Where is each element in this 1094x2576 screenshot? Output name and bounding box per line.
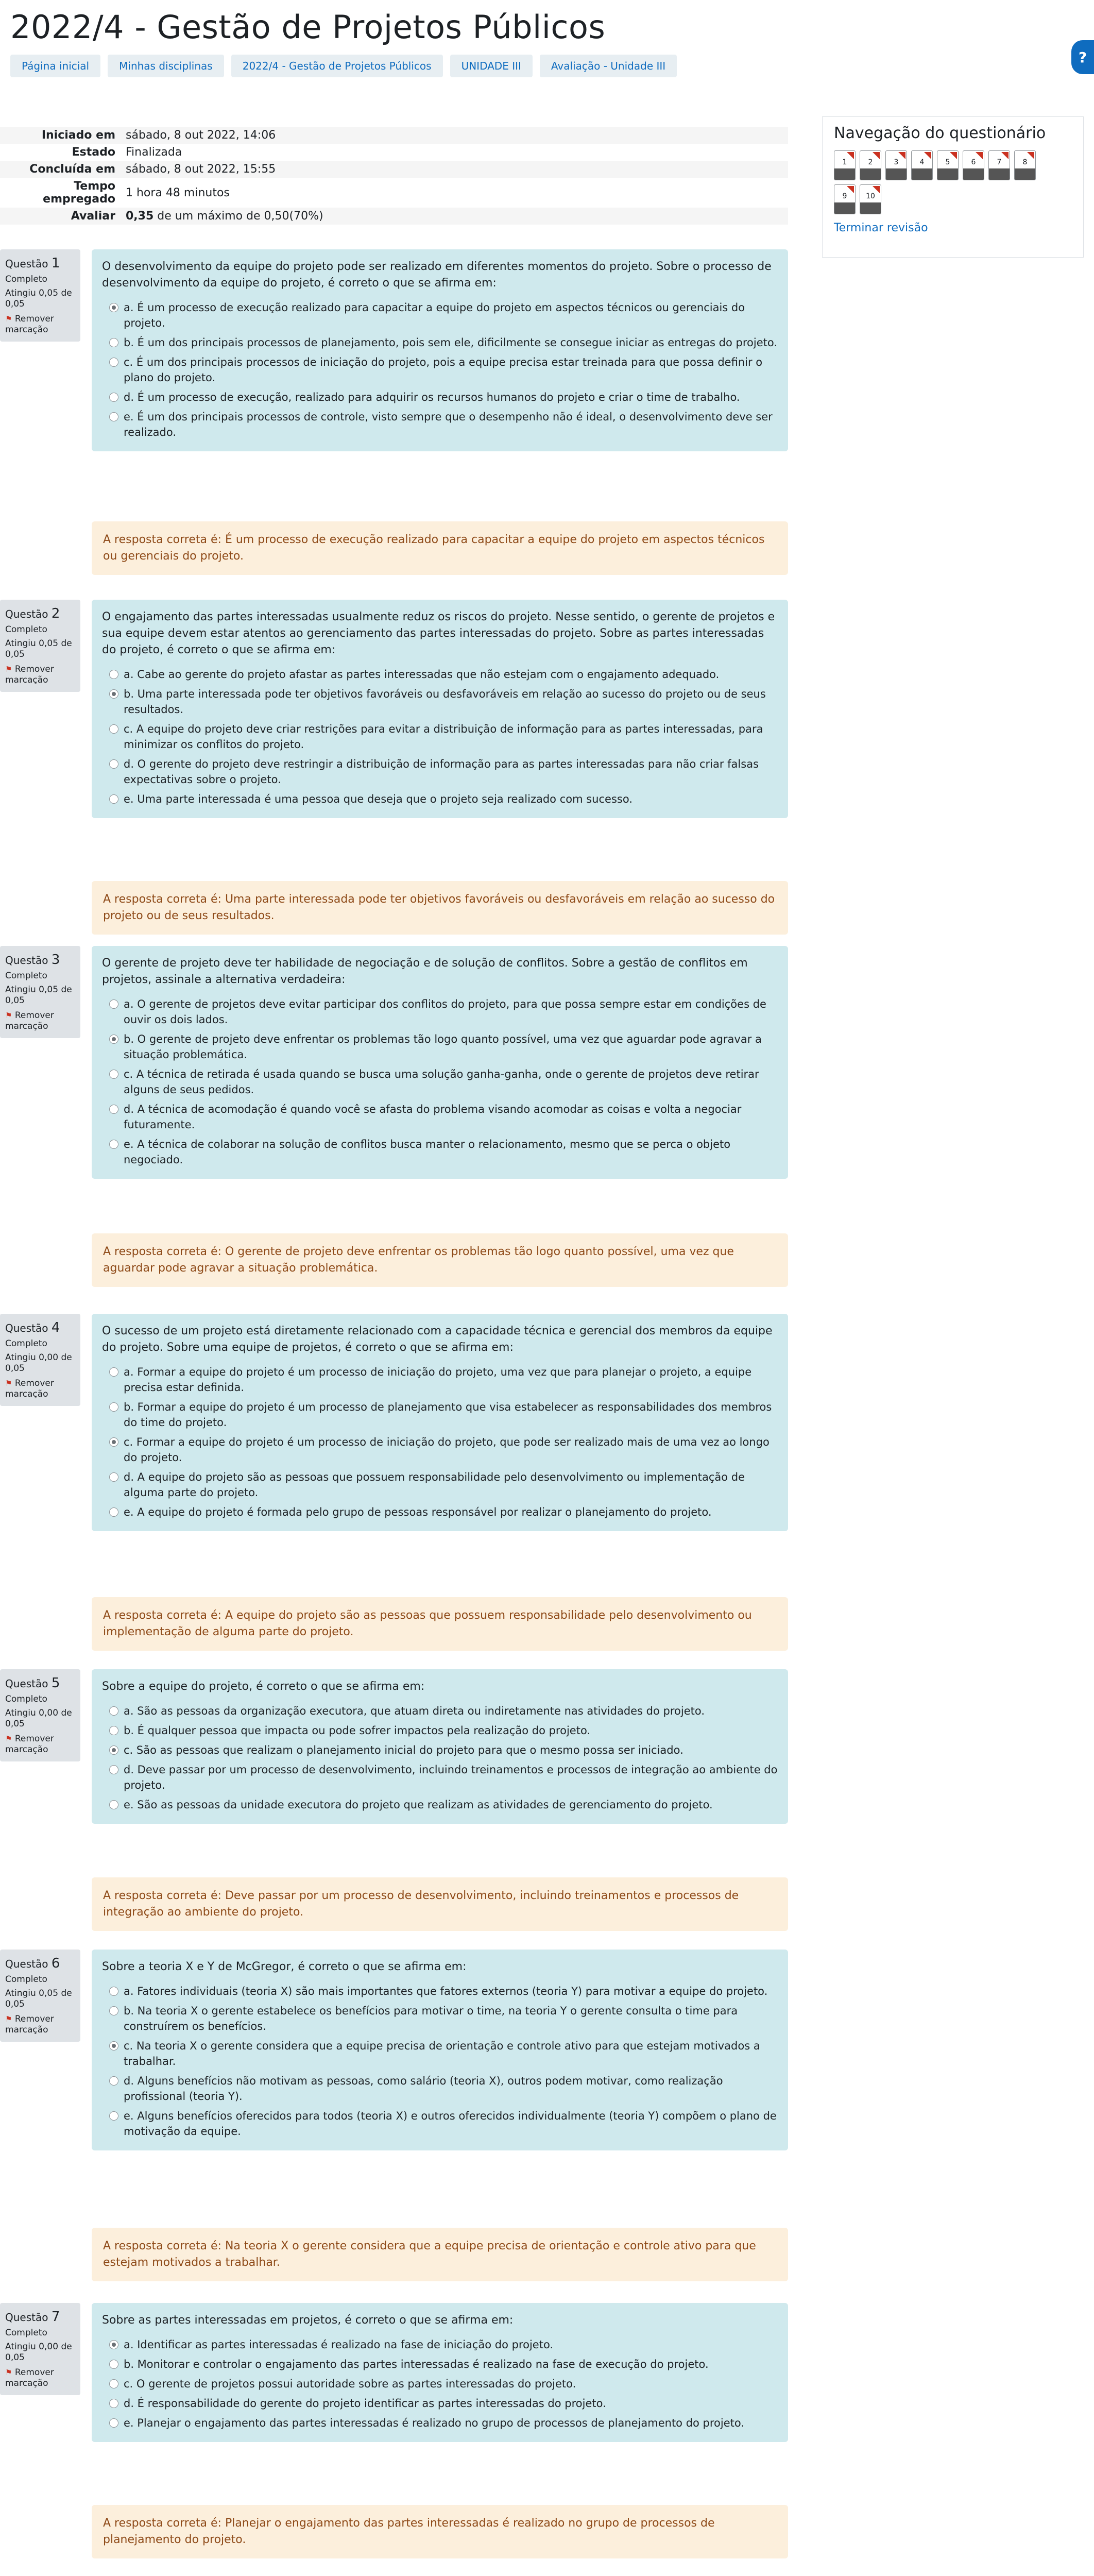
radio-icon[interactable] xyxy=(109,338,118,347)
nav-button-number: 8 xyxy=(1022,158,1028,166)
radio-icon[interactable] xyxy=(109,1402,118,1412)
radio-icon[interactable] xyxy=(109,1070,118,1079)
nav-button-state xyxy=(860,168,881,180)
question-number: Questão 3 xyxy=(5,952,60,968)
nav-button-state xyxy=(937,168,958,180)
question-grade: Atingiu 0,05 de 0,05 xyxy=(5,985,72,1006)
nav-button-number: 7 xyxy=(997,158,1002,166)
radio-icon[interactable] xyxy=(109,2379,118,2388)
question-grade: Atingiu 0,05 de 0,05 xyxy=(5,638,72,659)
question-body xyxy=(92,600,788,818)
flag-icon: ⚑ xyxy=(5,665,12,674)
question-body xyxy=(92,1669,788,1824)
breadcrumb-my-courses[interactable]: Minhas disciplinas xyxy=(108,55,224,77)
correct-answer-feedback: A resposta correta é: Uma parte interessada pode ter objetivos favoráveis ou desfavoráveis em relação ao sucesso do projeto ou de seus resultados. xyxy=(92,881,788,935)
answer-option-label: b. Monitorar e controlar o engajamento das partes interessadas é realizado na fase de execução do projeto. xyxy=(124,2358,709,2370)
question-text: Sobre a equipe do projeto, é correto o que se afirma em: xyxy=(102,1680,425,1693)
nav-button-question-4[interactable] xyxy=(911,150,933,180)
remove-flag-button[interactable]: ⚑ Remover marcação xyxy=(5,2367,54,2388)
question-number: Questão 5 xyxy=(5,1675,60,1691)
answer-option-label: d. A técnica de acomodação é quando você se afasta do problema visando acomodar as coisas e volta a negociar futuramente. xyxy=(124,1103,742,1131)
nav-button-state xyxy=(860,202,881,214)
nav-button-number: 10 xyxy=(866,192,875,200)
grade-value xyxy=(121,208,788,225)
nav-button-question-7[interactable] xyxy=(988,150,1010,180)
radio-icon[interactable] xyxy=(109,412,118,421)
answer-option-label: e. A técnica de colaborar na solução de conflitos busca manter o relacionamento, mesmo que se perca o objeto negociado. xyxy=(124,1138,731,1166)
answer-option-label: b. O gerente de projeto deve enfrentar os problemas tão logo quanto possível, uma vez que aguardar pode agravar a situação problemática. xyxy=(124,1033,762,1061)
flag-icon: ⚑ xyxy=(5,314,12,324)
breadcrumb-quiz[interactable]: Avaliação - Unidade III xyxy=(540,55,677,77)
answer-option[interactable] xyxy=(102,719,778,754)
answer-option[interactable] xyxy=(102,2001,778,2036)
question-state: Completo xyxy=(5,624,47,635)
answer-option-label: c. Na teoria X o gerente considera que a equipe precisa de orientação e controle ativo para que estejam motivados a trabalhar. xyxy=(124,2040,760,2067)
flag-icon xyxy=(950,152,957,159)
answer-option-label: b. Na teoria X o gerente estabelece os benefícios para motivar o time, na teoria Y o gerente consulta o time para construírem os benefícios. xyxy=(124,2005,738,2032)
radio-icon[interactable] xyxy=(109,1472,118,1482)
nav-button-state xyxy=(834,202,855,214)
remove-flag-button[interactable]: ⚑ Remover marcação xyxy=(5,2014,54,2035)
answer-option-label: d. A equipe do projeto são as pessoas que possuem responsabilidade pelo desenvolvimento ou implementação de alguma parte do projeto. xyxy=(124,1471,745,1499)
flag-icon xyxy=(873,152,880,159)
answer-option[interactable] xyxy=(102,2106,778,2141)
flag-icon xyxy=(976,152,983,159)
answer-option-label: d. O gerente do projeto deve restringir a distribuição de informação para as partes interessadas para não criar falsas expectativas sobre o projeto. xyxy=(124,758,759,786)
answer-option-label: a. É um processo de execução realizado para capacitar a equipe do projeto em aspectos técnicos ou gerenciais do projeto. xyxy=(124,301,745,329)
radio-icon[interactable] xyxy=(109,1507,118,1517)
radio-icon[interactable] xyxy=(109,999,118,1009)
finish-review-link[interactable]: Terminar revisão xyxy=(834,222,928,234)
answer-option-label: d. É responsabilidade do gerente do projeto identificar as partes interessadas do projeto. xyxy=(124,2397,606,2410)
completed-label: Concluída em xyxy=(0,161,121,178)
remove-flag-button[interactable]: ⚑ Remover marcação xyxy=(5,1010,54,1031)
answer-option[interactable] xyxy=(102,684,778,719)
question-text: O engajamento das partes interessadas usualmente reduz os riscos do projeto. Nesse sentido, o gerente de projetos e sua equipe devem estar atentos ao gerenciamento das partes interessadas do projeto. Sobre as partes interessadas do projeto, é correto o que se afirma em: xyxy=(102,611,775,656)
question-info xyxy=(0,249,80,342)
answer-option[interactable] xyxy=(102,333,778,352)
remove-flag-button[interactable]: ⚑ Remover marcação xyxy=(5,314,54,335)
radio-selected-icon[interactable] xyxy=(109,1745,118,1755)
radio-icon[interactable] xyxy=(109,1726,118,1735)
question-text: O gerente de projeto deve ter habilidade de negociação e de solução de conflitos. Sobre a gestão de conflitos em projetos, assinale a alternativa verdadeira: xyxy=(102,957,748,986)
answer-option[interactable] xyxy=(102,407,778,442)
question-body xyxy=(92,1314,788,1531)
question-info xyxy=(0,1314,80,1406)
radio-icon[interactable] xyxy=(109,1987,118,1996)
radio-selected-icon[interactable] xyxy=(109,689,118,699)
nav-button-state xyxy=(1015,168,1035,180)
nav-button-state xyxy=(963,168,984,180)
question-grade: Atingiu 0,00 de 0,05 xyxy=(5,1708,72,1729)
answer-option-label: c. O gerente de projetos possui autoridade sobre as partes interessadas do projeto. xyxy=(124,2378,576,2390)
state-value: Finalizada xyxy=(121,144,788,161)
breadcrumb-home[interactable]: Página inicial xyxy=(10,55,100,77)
answer-option[interactable] xyxy=(102,1795,778,1815)
radio-selected-icon[interactable] xyxy=(109,303,118,312)
radio-icon[interactable] xyxy=(109,2418,118,2428)
answer-option-label: c. São as pessoas que realizam o planejamento inicial do projeto para que o mesmo possa ser iniciado. xyxy=(124,1744,683,1756)
radio-icon[interactable] xyxy=(109,670,118,679)
answer-option[interactable] xyxy=(102,387,778,407)
nav-button-question-8[interactable] xyxy=(1014,150,1036,180)
answer-option[interactable] xyxy=(102,1362,778,1397)
nav-button-state xyxy=(989,168,1010,180)
answer-option-label: a. Fatores individuais (teoria X) são mais importantes que fatores externos (teoria Y) para motivar a equipe do projeto. xyxy=(124,1985,768,1997)
answer-option-label: b. Uma parte interessada pode ter objetivos favoráveis ou desfavoráveis em relação ao sucesso do projeto ou de seus resultados. xyxy=(124,688,766,716)
question-text: Sobre a teoria X e Y de McGregor, é correto o que se afirma em: xyxy=(102,1960,467,1973)
state-label: Estado xyxy=(0,144,121,161)
question-number: Questão 1 xyxy=(5,256,60,271)
flag-icon: ⚑ xyxy=(5,2368,12,2377)
answer-option-label: e. A equipe do projeto é formada pelo grupo de pessoas responsável por realizar o planejamento do projeto. xyxy=(124,1506,712,1518)
nav-button-number: 3 xyxy=(894,158,899,166)
question-grade: Atingiu 0,05 de 0,05 xyxy=(5,1988,72,2009)
nav-button-question-5[interactable] xyxy=(937,150,959,180)
nav-button-question-9[interactable] xyxy=(834,184,856,214)
nav-button-state xyxy=(886,168,907,180)
flag-icon: ⚑ xyxy=(5,1011,12,1020)
answer-option[interactable] xyxy=(102,1029,778,1064)
time-taken-value: 1 hora 48 minutos xyxy=(121,178,788,208)
question-body xyxy=(92,2303,788,2442)
quiz-navigation xyxy=(822,116,1084,258)
flag-icon xyxy=(873,186,880,193)
answer-option[interactable] xyxy=(102,665,778,684)
started-label: Iniciado em xyxy=(0,127,121,144)
question-number: Questão 2 xyxy=(5,606,60,621)
answer-option-label: c. A equipe do projeto deve criar restrições para evitar a distribuição de informação para as partes interessadas, para minimizar os conflitos do projeto. xyxy=(124,723,763,751)
question-body xyxy=(92,249,788,451)
answer-option[interactable] xyxy=(102,754,778,789)
correct-answer-feedback: A resposta correta é: A equipe do projeto são as pessoas que possuem responsabilidade pelo desenvolvimento ou implementação de alguma parte do projeto. xyxy=(92,1597,788,1651)
radio-icon[interactable] xyxy=(109,2006,118,2015)
answer-option-label: e. São as pessoas da unidade executora do projeto que realizam as atividades de gerenciamento do projeto. xyxy=(124,1799,713,1811)
flag-icon xyxy=(898,152,905,159)
grade-max: de um máximo de 0,50(70%) xyxy=(153,210,323,223)
breadcrumb xyxy=(10,55,677,77)
question-info xyxy=(0,1669,80,1761)
question-state: Completo xyxy=(5,274,47,284)
answer-option[interactable] xyxy=(102,298,778,333)
radio-icon[interactable] xyxy=(109,1800,118,1809)
attempt-summary xyxy=(0,127,788,225)
nav-button-number: 1 xyxy=(842,158,847,166)
flag-icon xyxy=(1027,152,1034,159)
correct-answer-feedback: A resposta correta é: É um processo de execução realizado para capacitar a equipe do projeto em aspectos técnicos ou gerenciais do projeto. xyxy=(92,521,788,575)
radio-icon[interactable] xyxy=(109,759,118,769)
remove-flag-button[interactable]: ⚑ Remover marcação xyxy=(5,1378,54,1399)
radio-icon[interactable] xyxy=(109,1765,118,1774)
question-number: Questão 7 xyxy=(5,2309,60,2325)
radio-icon[interactable] xyxy=(109,724,118,734)
question-grade: Atingiu 0,05 de 0,05 xyxy=(5,288,72,309)
radio-icon[interactable] xyxy=(109,2360,118,2369)
radio-icon[interactable] xyxy=(109,1105,118,1114)
question-state: Completo xyxy=(5,1974,47,1985)
question-info xyxy=(0,1950,80,2042)
question-text: O desenvolvimento da equipe do projeto pode ser realizado em diferentes momentos do projeto. Sobre o processo de desenvolvimento da equipe do projeto, é correto o que se afirma em: xyxy=(102,260,772,290)
flag-icon: ⚑ xyxy=(5,2014,12,2024)
answer-option[interactable] xyxy=(102,1467,778,1502)
answer-option[interactable] xyxy=(102,2036,778,2071)
answer-option[interactable] xyxy=(102,1721,778,1740)
answer-option[interactable] xyxy=(102,2413,778,2433)
question-text: Sobre as partes interessadas em projetos, é correto o que se afirma em: xyxy=(102,2314,514,2327)
nav-button-number: 5 xyxy=(945,158,950,166)
radio-selected-icon[interactable] xyxy=(109,2041,118,2050)
nav-button-number: 4 xyxy=(919,158,925,166)
answer-option[interactable] xyxy=(102,1740,778,1760)
question-state: Completo xyxy=(5,971,47,981)
radio-icon[interactable] xyxy=(109,1706,118,1716)
radio-icon[interactable] xyxy=(109,794,118,804)
question-grade: Atingiu 0,00 de 0,05 xyxy=(5,2342,72,2363)
radio-icon[interactable] xyxy=(109,2399,118,2408)
flag-icon: ⚑ xyxy=(5,1734,12,1743)
answer-option[interactable] xyxy=(102,1981,778,2001)
answer-option-label: c. Formar a equipe do projeto é um processo de iniciação do projeto, que pode ser realizado mais de uma vez ao longo do projeto. xyxy=(124,1436,770,1464)
answer-option[interactable] xyxy=(102,2394,778,2413)
answer-option[interactable] xyxy=(102,1099,778,1134)
question-info xyxy=(0,946,80,1038)
answer-option-label: b. É qualquer pessoa que impacta ou pode sofrer impactos pela realização do projeto. xyxy=(124,1724,591,1737)
breadcrumb-unit[interactable]: UNIDADE III xyxy=(450,55,533,77)
radio-icon[interactable] xyxy=(109,2076,118,2086)
answer-option-label: d. É um processo de execução, realizado para adquirir os recursos humanos do projeto e criar o time de trabalho. xyxy=(124,391,740,403)
question-state: Completo xyxy=(5,1694,47,1704)
flag-icon xyxy=(924,152,931,159)
answer-option-label: a. Cabe ao gerente do projeto afastar as partes interessadas que não estejam com o engajamento adequado. xyxy=(124,668,720,681)
answer-option-label: c. A técnica de retirada é usada quando se busca uma solução ganha-ganha, onde o gerente de projetos deve retirar alguns de seus pedidos. xyxy=(124,1068,759,1096)
answer-option[interactable] xyxy=(102,1701,778,1721)
nav-button-number: 9 xyxy=(842,192,847,200)
time-taken-label: Tempo empregado xyxy=(0,178,121,208)
flag-icon xyxy=(1001,152,1008,159)
question-body xyxy=(92,946,788,1179)
radio-icon[interactable] xyxy=(109,393,118,402)
flag-icon xyxy=(847,186,854,193)
correct-answer-feedback: A resposta correta é: Planejar o engajamento das partes interessadas é realizado no grupo de processos de planejamento do projeto. xyxy=(92,2505,788,2558)
page-title: 2022/4 - Gestão de Projetos Públicos xyxy=(10,8,606,46)
answer-option-label: a. Formar a equipe do projeto é um processo de iniciação do projeto, uma vez que para planejar o projeto, a equipe precisa estar definida. xyxy=(124,1366,752,1394)
nav-button-number: 6 xyxy=(971,158,976,166)
help-icon[interactable]: ? xyxy=(1071,40,1094,74)
completed-value: sábado, 8 out 2022, 15:55 xyxy=(121,161,788,178)
answer-option[interactable] xyxy=(102,1760,778,1795)
question-number: Questão 4 xyxy=(5,1320,60,1335)
started-value: sábado, 8 out 2022, 14:06 xyxy=(121,127,788,144)
nav-button-question-1[interactable] xyxy=(834,150,856,180)
answer-option[interactable] xyxy=(102,1502,778,1522)
answer-option[interactable] xyxy=(102,352,778,387)
question-info xyxy=(0,2303,80,2395)
quiz-navigation-title: Navegação do questionário xyxy=(834,124,1046,142)
answer-option-label: e. Planejar o engajamento das partes interessadas é realizado no grupo de processos de planejamento do projeto. xyxy=(124,2417,745,2429)
flag-icon: ⚑ xyxy=(5,1379,12,1388)
radio-icon[interactable] xyxy=(109,2111,118,2121)
nav-button-number: 2 xyxy=(868,158,873,166)
correct-answer-feedback: A resposta correta é: Deve passar por um processo de desenvolvimento, incluindo treinamentos e processos de integração ao ambiente do projeto. xyxy=(92,1877,788,1931)
remove-flag-button[interactable]: ⚑ Remover marcação xyxy=(5,1734,54,1755)
correct-answer-feedback: A resposta correta é: Na teoria X o gerente considera que a equipe precisa de orientação e controle ativo para que estejam motivados a trabalhar. xyxy=(92,2228,788,2281)
answer-option-label: b. Formar a equipe do projeto é um processo de planejamento que visa estabelecer as responsabilidades dos membros do time do projeto. xyxy=(124,1401,772,1429)
grade-score: 0,35 xyxy=(126,210,154,223)
answer-option[interactable] xyxy=(102,2374,778,2394)
answer-option[interactable] xyxy=(102,994,778,1029)
correct-answer-feedback: A resposta correta é: O gerente de projeto deve enfrentar os problemas tão logo quanto possível, uma vez que aguardar pode agravar a situação problemática. xyxy=(92,1233,788,1287)
question-text: O sucesso de um projeto está diretamente relacionado com a capacidade técnica e gerencial dos membros da equipe do projeto. Sobre uma equipe de projetos, é correto o que se afirma em: xyxy=(102,1325,773,1354)
radio-selected-icon[interactable] xyxy=(109,1035,118,1044)
answer-option[interactable] xyxy=(102,2335,778,2354)
answer-option-label: a. Identificar as partes interessadas é realizado na fase de iniciação do projeto. xyxy=(124,2338,554,2351)
radio-selected-icon[interactable] xyxy=(109,2340,118,2349)
question-body xyxy=(92,1950,788,2150)
nav-button-state xyxy=(834,168,855,180)
radio-icon[interactable] xyxy=(109,358,118,367)
radio-icon[interactable] xyxy=(109,1140,118,1149)
answer-option-label: d. Deve passar por um processo de desenvolvimento, incluindo treinamentos e processos de integração ao ambiente do projeto. xyxy=(124,1764,778,1791)
answer-option-label: e. Alguns benefícios oferecidos para todos (teoria X) e outros oferecidos individualmente (teoria Y) compõem o plano de motivação da equipe. xyxy=(124,2110,777,2138)
quiz-navigation-grid xyxy=(834,150,1061,214)
question-number: Questão 6 xyxy=(5,1956,60,1971)
remove-flag-button[interactable]: ⚑ Remover marcação xyxy=(5,664,54,685)
nav-button-question-10[interactable] xyxy=(860,184,881,214)
answer-option-label: e. É um dos principais processos de controle, visto sempre que o desempenho não é ideal, o desenvolvimento deve ser realizado. xyxy=(124,411,773,438)
answer-option-label: a. O gerente de projetos deve evitar participar dos conflitos do projeto, para que possa sempre estar em condições de ouvir os dois lados. xyxy=(124,998,766,1026)
answer-option-label: c. É um dos principais processos de iniciação do projeto, pois a equipe precisa estar treinada para que possa definir o plano do projeto. xyxy=(124,356,763,384)
answer-option[interactable] xyxy=(102,1134,778,1170)
answer-option[interactable] xyxy=(102,1432,778,1467)
answer-option-label: b. É um dos principais processos de planejamento, pois sem ele, dificilmente se consegue iniciar as entregas do projeto. xyxy=(124,336,778,349)
question-state: Completo xyxy=(5,2328,47,2338)
question-info xyxy=(0,600,80,692)
answer-option-label: a. São as pessoas da organização executora, que atuam direta ou indiretamente nas atividades do projeto. xyxy=(124,1705,705,1717)
answer-option[interactable] xyxy=(102,1064,778,1099)
answer-option-label: d. Alguns benefícios não motivam as pessoas, como salário (teoria X), outros podem motivar, como realização profissional (teoria Y). xyxy=(124,2075,723,2103)
breadcrumb-course[interactable]: 2022/4 - Gestão de Projetos Públicos xyxy=(231,55,443,77)
answer-option[interactable] xyxy=(102,2354,778,2374)
question-state: Completo xyxy=(5,1338,47,1349)
nav-button-state xyxy=(912,168,932,180)
answer-option[interactable] xyxy=(102,1397,778,1432)
answer-option[interactable] xyxy=(102,789,778,809)
answer-option[interactable] xyxy=(102,2071,778,2106)
grade-label: Avaliar xyxy=(0,208,121,225)
nav-button-question-6[interactable] xyxy=(963,150,984,180)
nav-button-question-2[interactable] xyxy=(860,150,881,180)
answer-option-label: e. Uma parte interessada é uma pessoa que deseja que o projeto seja realizado com sucesso. xyxy=(124,793,633,805)
nav-button-question-3[interactable] xyxy=(885,150,907,180)
flag-icon xyxy=(847,152,854,159)
radio-selected-icon[interactable] xyxy=(109,1437,118,1447)
radio-icon[interactable] xyxy=(109,1367,118,1377)
question-grade: Atingiu 0,00 de 0,05 xyxy=(5,1352,72,1374)
